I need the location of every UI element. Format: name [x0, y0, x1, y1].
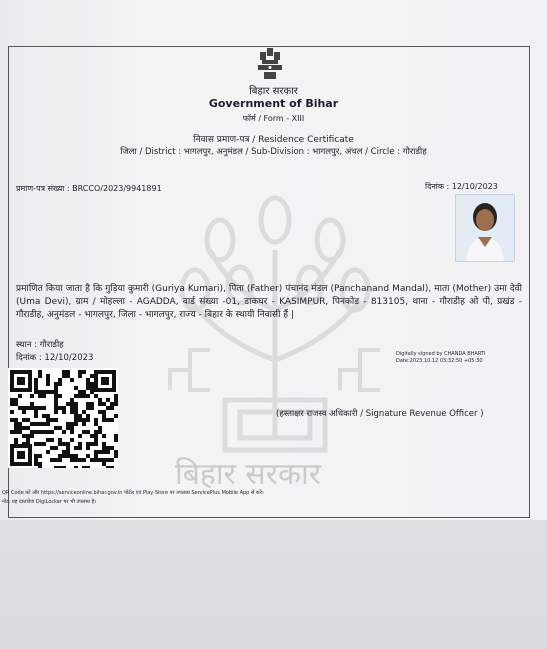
certificate-date: दिनांक : 12/10/2023	[425, 182, 498, 191]
bodhi-tree-watermark-icon	[160, 190, 390, 490]
watermark-text: बिहार सरकार	[175, 457, 322, 492]
signature-label: (हस्ताक्षर राजस्व अधिकारी / Signature Revenue Officer )	[276, 409, 484, 419]
government-title: Government of Bihar	[208, 97, 339, 110]
issue-date: दिनांक : 12/10/2023	[16, 353, 94, 363]
certificate-title: निवास प्रमाण-पत्र / Residence Certificate	[193, 135, 354, 145]
form-label: फॉर्म / Form - XIII	[242, 114, 305, 123]
state-name-hindi: बिहार सरकार	[249, 86, 298, 97]
applicant-photo	[455, 194, 515, 262]
certificate-number: प्रमाण-पत्र संख्या : BRCCO/2023/9941891	[16, 184, 162, 193]
ashoka-emblem-icon	[252, 46, 288, 82]
verification-note: QR Code को और https://serviceonline.bihar.gov.in पोर्टल एवं Play Store पर उपलब्ध ServicePlus Mobile App से करें।	[2, 490, 264, 496]
location-line: जिला / District : भागलपुर, अनुमंडल / Sub-Division : भागलपुर, अंचल / Circle : गौराडीह	[120, 147, 427, 157]
certificate-statement: प्रमाणित किया जाता है कि गुड़िया कुमारी (Guriya Kumari), पिता (Father) पंचानंद मंडल (Panchanand Mandal), माता (Mother) उमा देवी (Uma Devi), ग्राम / मोहल्ला - AGADDA, वार्ड संख्या -01, डाकघर - KASIMPUR, पिनकोड - 813105, थाना - गौराडीह ओ पी, प्रखंड - गौराडीह, अनुमंडल - भागलपुर, जिला - भागलपुर, राज्य - बिहार के स्थायी निवासी हैं |	[16, 284, 522, 320]
certificate-body	[16, 283, 522, 322]
qr-code-icon[interactable]	[8, 368, 118, 468]
place-label: स्थान : गौराडीह	[16, 340, 64, 350]
digital-signature-line1: Digitally signed by CHANDA BHARTI	[396, 351, 486, 357]
digilocker-note: नोट: यह दस्तावेज DigiLocker पर भी उपलब्ध है।	[2, 499, 97, 505]
digital-signature-line2: Date:2023.10.12 03:32:50 +05:30	[396, 358, 483, 364]
